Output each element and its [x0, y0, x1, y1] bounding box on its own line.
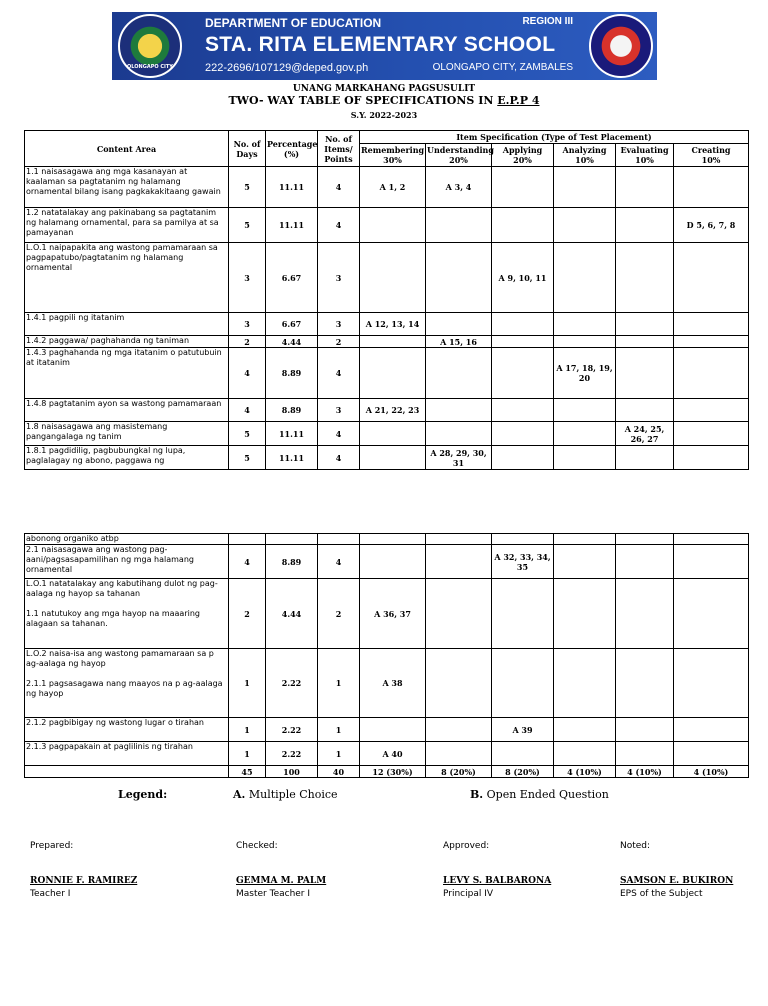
- school-year: S.Y. 2022-2023: [350, 110, 418, 120]
- cell-items: 1: [318, 718, 360, 742]
- cell-app: A 32, 33, 34, 35: [492, 545, 554, 579]
- city-label: OLONGAPO CITY, ZAMBALES: [432, 62, 573, 73]
- cell-items: 4: [318, 446, 360, 470]
- content-area-cell: 1.4.8 pagtatanim ayon sa wastong pamamaraan: [25, 399, 229, 422]
- cell-days: 5: [229, 422, 266, 446]
- cell-pct: 8.89: [266, 348, 318, 399]
- cell-pct: 4.44: [266, 579, 318, 649]
- total-und: 8 (20%): [426, 766, 492, 778]
- cell-app: [492, 208, 554, 243]
- cell-ana: [554, 243, 616, 313]
- cell-pct: 8.89: [266, 545, 318, 579]
- department-name: DEPARTMENT OF EDUCATION: [205, 16, 382, 30]
- cell-pct: [266, 534, 318, 545]
- cell-pct: 4.44: [266, 336, 318, 348]
- cell-days: [229, 534, 266, 545]
- cell-und: A 3, 4: [426, 167, 492, 208]
- cell-cre: [674, 167, 749, 208]
- cell-eva: [616, 313, 674, 336]
- cell-cre: [674, 399, 749, 422]
- cell-pct: 2.22: [266, 718, 318, 742]
- cell-und: A 15, 16: [426, 336, 492, 348]
- cell-rem: A 21, 22, 23: [360, 399, 426, 422]
- cell-cre: [674, 742, 749, 766]
- cell-days: 2: [229, 336, 266, 348]
- cell-und: [426, 742, 492, 766]
- cell-ana: [554, 446, 616, 470]
- cell-cre: [674, 422, 749, 446]
- cell-pct: 2.22: [266, 649, 318, 718]
- cell-app: [492, 313, 554, 336]
- cell-cre: [674, 313, 749, 336]
- table-row: [25, 422, 749, 446]
- cell-ana: [554, 208, 616, 243]
- legend-a: [233, 788, 338, 801]
- cell-cre: [674, 545, 749, 579]
- cell-app: [492, 399, 554, 422]
- contact-info: 222-2696/107129@deped.gov.ph: [205, 62, 369, 74]
- table-row: [25, 399, 749, 422]
- cell-und: A 28, 29, 30, 31: [426, 446, 492, 470]
- header-level-5: [616, 144, 674, 167]
- legend-b-key: B.: [470, 788, 484, 801]
- total-days: 45: [229, 766, 266, 778]
- cell-und: [426, 545, 492, 579]
- cell-eva: [616, 534, 674, 545]
- total-pct: 100: [266, 766, 318, 778]
- cell-cre: D 5, 6, 7, 8: [674, 208, 749, 243]
- cell-und: [426, 422, 492, 446]
- level-percent: 20%: [449, 155, 468, 165]
- level-name: Evaluating: [620, 145, 669, 155]
- cell-items: 4: [318, 545, 360, 579]
- content-area-cell: 2.1.2 pagbibigay ng wastong lugar o tirahan: [25, 718, 229, 742]
- content-area-cell: abonong organiko atbp: [25, 534, 229, 545]
- cell-cre: [674, 336, 749, 348]
- seal-text: OLONGAPO CITY: [127, 64, 173, 70]
- cell-rem: [360, 446, 426, 470]
- cell-app: [492, 534, 554, 545]
- cell-cre: [674, 446, 749, 470]
- cell-rem: A 1, 2: [360, 167, 426, 208]
- header-item-specification: Item Specification (Type of Test Placement): [360, 131, 749, 144]
- cell-items: 3: [318, 313, 360, 336]
- legend-b-text: Open Ended Question: [483, 788, 609, 801]
- content-area-cell: 1.4.1 pagpili ng itatanim: [25, 313, 229, 336]
- cell-und: [426, 649, 492, 718]
- cell-cre: [674, 243, 749, 313]
- header-percentage: Percentage (%): [266, 131, 318, 167]
- header-days: No. of Days: [229, 131, 266, 167]
- cell-days: 4: [229, 348, 266, 399]
- content-area-cell: L.O.2 naisa-isa ang wastong pamamaraan sa p ag-aalaga ng hayop 2.1.1 pagsasagawa nang maayos na p ag-aalaga ng hayop: [25, 649, 229, 718]
- tos-table-part-2: [24, 533, 749, 778]
- total-rem: 12 (30%): [360, 766, 426, 778]
- cell-app: [492, 348, 554, 399]
- table-row: [25, 742, 749, 766]
- totals-row: [25, 766, 749, 778]
- table-row: [25, 167, 749, 208]
- exam-title: UNANG MARKAHANG PAGSUSULIT: [292, 84, 476, 94]
- table-row: [25, 649, 749, 718]
- cell-app: [492, 422, 554, 446]
- cell-items: 2: [318, 579, 360, 649]
- cell-eva: [616, 718, 674, 742]
- table-row: [25, 313, 749, 336]
- cell-ana: [554, 399, 616, 422]
- cell-ana: [554, 313, 616, 336]
- approved-position: Principal IV: [443, 889, 494, 899]
- approved-name: LEVY S. BALBARONA: [443, 876, 552, 886]
- level-name: Applying: [502, 145, 543, 155]
- cell-items: 4: [318, 348, 360, 399]
- totals-label-cell: [25, 766, 229, 778]
- cell-eva: [616, 545, 674, 579]
- noted-label: Noted:: [620, 841, 651, 851]
- table-row: [25, 348, 749, 399]
- content-area-cell: 1.4.2 paggawa/ paghahanda ng taniman: [25, 336, 229, 348]
- checked-position: Master Teacher I: [236, 889, 311, 899]
- level-percent: 10%: [701, 155, 721, 165]
- header-level-6: [674, 144, 749, 167]
- cell-days: 5: [229, 167, 266, 208]
- header-content-area: Content Area: [25, 131, 229, 167]
- legend-b: [470, 788, 609, 801]
- table-row: [25, 243, 749, 313]
- cell-eva: [616, 167, 674, 208]
- cell-app: [492, 336, 554, 348]
- cell-ana: [554, 718, 616, 742]
- cell-ana: [554, 579, 616, 649]
- cell-cre: [674, 718, 749, 742]
- cell-items: 4: [318, 422, 360, 446]
- level-name: Remembering: [361, 145, 425, 155]
- level-percent: 20%: [513, 155, 532, 165]
- level-percent: 10%: [575, 155, 594, 165]
- table-row: [25, 718, 749, 742]
- table-row: [25, 446, 749, 470]
- cell-ana: [554, 167, 616, 208]
- cell-cre: [674, 534, 749, 545]
- cell-items: 2: [318, 336, 360, 348]
- cell-rem: [360, 243, 426, 313]
- cell-rem: A 36, 37: [360, 579, 426, 649]
- table-row: [25, 208, 749, 243]
- total-ana: 4 (10%): [554, 766, 616, 778]
- cell-ana: [554, 534, 616, 545]
- approved-label: Approved:: [443, 841, 490, 851]
- cell-app: [492, 579, 554, 649]
- cell-und: [426, 534, 492, 545]
- content-area-cell: 2.1 naisasagawa ang wastong pag-aani/pagsasapamilihan ng mga halamang ornamental: [25, 545, 229, 579]
- cell-pct: 2.22: [266, 742, 318, 766]
- table-row: [25, 534, 749, 545]
- title-prefix: TWO- WAY TABLE OF SPECIFICATIONS IN: [228, 94, 498, 107]
- cell-und: [426, 243, 492, 313]
- cell-eva: [616, 243, 674, 313]
- cell-days: 1: [229, 718, 266, 742]
- cell-ana: [554, 742, 616, 766]
- content-area-cell: 1.8 naisasagawa ang masistemang pangangalaga ng tanim: [25, 422, 229, 446]
- school-header-banner: [112, 12, 657, 80]
- cell-ana: [554, 545, 616, 579]
- cell-rem: A 40: [360, 742, 426, 766]
- cell-eva: [616, 336, 674, 348]
- cell-eva: [616, 399, 674, 422]
- total-items: 40: [318, 766, 360, 778]
- cell-eva: A 24, 25, 26, 27: [616, 422, 674, 446]
- header-level-1: [360, 144, 426, 167]
- cell-pct: 11.11: [266, 422, 318, 446]
- checked-name: GEMMA M. PALM: [236, 876, 327, 886]
- content-area-cell: 1.8.1 pagdidilig, pagbubungkal ng lupa, paglalagay ng abono, paggawa ng: [25, 446, 229, 470]
- cell-days: 3: [229, 313, 266, 336]
- cell-eva: [616, 742, 674, 766]
- total-app: 8 (20%): [492, 766, 554, 778]
- content-area-cell: 1.4.3 paghahanda ng mga itatanim o patutubuin at itatanim: [25, 348, 229, 399]
- document-title: [0, 94, 768, 107]
- cell-days: 4: [229, 399, 266, 422]
- cell-und: [426, 208, 492, 243]
- division-seal-logo: [589, 14, 653, 78]
- content-area-cell: L.O.1 natatalakay ang kabutihang dulot ng pag-aalaga ng hayop sa tahanan 1.1 natutukoy ang mga hayop na maaaring alagaan sa tahanan.: [25, 579, 229, 649]
- cell-items: 4: [318, 208, 360, 243]
- cell-cre: [674, 348, 749, 399]
- cell-rem: A 38: [360, 649, 426, 718]
- level-percent: 10%: [635, 155, 654, 165]
- cell-und: [426, 313, 492, 336]
- cell-items: 3: [318, 399, 360, 422]
- cell-app: [492, 167, 554, 208]
- level-name: Creating: [691, 145, 731, 155]
- cell-pct: 11.11: [266, 446, 318, 470]
- cell-eva: [616, 579, 674, 649]
- cell-days: 4: [229, 545, 266, 579]
- cell-days: 1: [229, 742, 266, 766]
- cell-rem: [360, 422, 426, 446]
- tos-table-part-1: [24, 130, 749, 470]
- cell-ana: [554, 422, 616, 446]
- cell-app: [492, 742, 554, 766]
- cell-app: A 9, 10, 11: [492, 243, 554, 313]
- school-name: STA. RITA ELEMENTARY SCHOOL: [205, 33, 556, 56]
- legend-a-key: A.: [233, 788, 246, 801]
- header-level-2: [426, 144, 492, 167]
- checked-label: Checked:: [236, 841, 278, 851]
- cell-ana: [554, 336, 616, 348]
- legend-a-text: Multiple Choice: [245, 788, 338, 801]
- cell-pct: 11.11: [266, 167, 318, 208]
- prepared-name: RONNIE F. RAMIREZ: [30, 876, 138, 886]
- cell-und: [426, 348, 492, 399]
- cell-app: A 39: [492, 718, 554, 742]
- total-eva: 4 (10%): [616, 766, 674, 778]
- cell-ana: [554, 649, 616, 718]
- cell-items: 1: [318, 742, 360, 766]
- header-level-3: [492, 144, 554, 167]
- cell-rem: [360, 336, 426, 348]
- cell-days: 5: [229, 208, 266, 243]
- cell-pct: 11.11: [266, 208, 318, 243]
- table-row: [25, 336, 749, 348]
- cell-cre: [674, 649, 749, 718]
- cell-items: 3: [318, 243, 360, 313]
- content-area-cell: 1.1 naisasagawa ang mga kasanayan at kaalaman sa pagtatanim ng halamang ornamental bilang isang pagkakakitaang gawain: [25, 167, 229, 208]
- cell-app: [492, 649, 554, 718]
- cell-ana: A 17, 18, 19, 20: [554, 348, 616, 399]
- noted-position: EPS of the Subject: [620, 889, 703, 899]
- cell-pct: 6.67: [266, 243, 318, 313]
- cell-und: [426, 579, 492, 649]
- cell-pct: 6.67: [266, 313, 318, 336]
- cell-rem: [360, 545, 426, 579]
- prepared-label: Prepared:: [30, 841, 74, 851]
- cell-days: 1: [229, 649, 266, 718]
- prepared-position: Teacher I: [30, 889, 71, 899]
- cell-rem: A 12, 13, 14: [360, 313, 426, 336]
- cell-eva: [616, 649, 674, 718]
- legend-label: Legend:: [118, 788, 168, 801]
- subject-name: E.P.P 4: [497, 94, 540, 107]
- cell-days: 5: [229, 446, 266, 470]
- header-level-4: [554, 144, 616, 167]
- total-cre: 4 (10%): [674, 766, 749, 778]
- cell-days: 3: [229, 243, 266, 313]
- content-area-cell: 2.1.3 pagpapakain at paglilinis ng tirahan: [25, 742, 229, 766]
- cell-und: [426, 718, 492, 742]
- cell-rem: [360, 718, 426, 742]
- cell-items: [318, 534, 360, 545]
- level-name: Analyzing: [562, 145, 607, 155]
- cell-rem: [360, 534, 426, 545]
- cell-app: [492, 446, 554, 470]
- level-name: Understanding: [427, 145, 494, 155]
- cell-items: 4: [318, 167, 360, 208]
- cell-pct: 8.89: [266, 399, 318, 422]
- table-row: [25, 545, 749, 579]
- cell-days: 2: [229, 579, 266, 649]
- table-row: [25, 579, 749, 649]
- content-area-cell: 1.2 natatalakay ang pakinabang sa pagtatanim ng halamang ornamental, para sa pamilya at sa pamayanan: [25, 208, 229, 243]
- content-area-cell: L.O.1 naipapakita ang wastong pamamaraan sa pagpapatubo/pagtatanim ng halamang ornamental: [25, 243, 229, 313]
- cell-und: [426, 399, 492, 422]
- header-items: No. of Items/ Points: [318, 131, 360, 167]
- level-percent: 30%: [383, 155, 402, 165]
- noted-name: SAMSON E. BUKIRON: [620, 876, 734, 886]
- cell-eva: [616, 446, 674, 470]
- cell-items: 1: [318, 649, 360, 718]
- cell-cre: [674, 579, 749, 649]
- region-label: REGION III: [522, 16, 573, 27]
- cell-rem: [360, 348, 426, 399]
- cell-rem: [360, 208, 426, 243]
- cell-eva: [616, 348, 674, 399]
- cell-eva: [616, 208, 674, 243]
- school-seal-logo: [118, 14, 182, 78]
